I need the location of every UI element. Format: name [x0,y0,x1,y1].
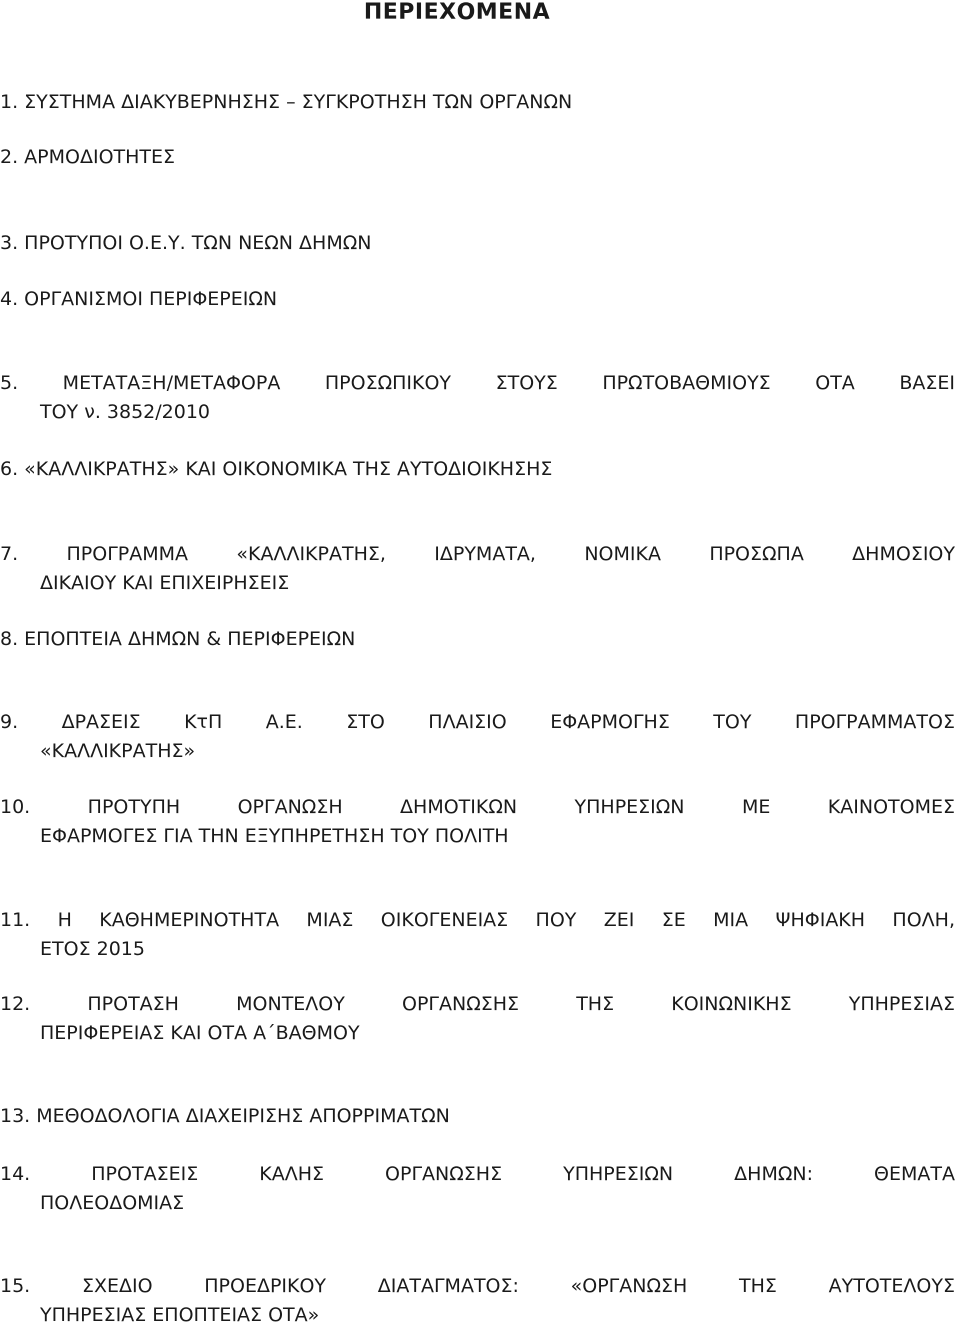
toc-item-line: 9. ΔΡΑΣΕΙΣ ΚτΠ Α.Ε. ΣΤΟ ΠΛΑΙΣΙΟ ΕΦΑΡΜΟΓΗΣ ΤΟΥ ΠΡΟΓΡΑΜΜΑΤΟΣ [0,711,955,733]
toc-item-line-continued: ΠΕΡΙΦΕΡΕΙΑΣ ΚΑΙ ΟΤΑ Α΄ΒΑΘΜΟΥ [40,1022,360,1044]
toc-item-15 [0,1272,955,1330]
toc-title: ΠΕΡΙΕΧΟΜΕΝΑ [363,0,551,25]
toc-item-4 [0,285,955,314]
toc-item-11 [0,906,955,964]
toc-item-line: 11. Η ΚΑΘΗΜΕΡΙΝΟΤΗΤΑ ΜΙΑΣ ΟΙΚΟΓΕΝΕΙΑΣ ΠΟΥ ΖΕΙ ΣΕ ΜΙΑ ΨΗΦΙΑΚΗ ΠΟΛΗ, [0,909,955,931]
toc-item-10 [0,793,955,851]
toc-item-line: 3. ΠΡΟΤΥΠΟΙ Ο.Ε.Υ. ΤΩΝ ΝΕΩΝ ΔΗΜΩΝ [0,232,372,254]
toc-item-1 [0,88,955,117]
toc-item-line: 1. ΣΥΣΤΗΜΑ ΔΙΑΚΥΒΕΡΝΗΣΗΣ – ΣΥΓΚΡΟΤΗΣΗ ΤΩΝ ΟΡΓΑΝΩΝ [0,91,573,113]
toc-item-line: 14. ΠΡΟΤΑΣΕΙΣ ΚΑΛΗΣ ΟΡΓΑΝΩΣΗΣ ΥΠΗΡΕΣΙΩΝ ΔΗΜΩΝ: ΘΕΜΑΤΑ [0,1163,955,1185]
toc-item-line: 2. ΑΡΜΟΔΙΟΤΗΤΕΣ [0,146,176,168]
toc-item-6 [0,455,955,484]
toc-item-line-continued: ΤΟΥ ν. 3852/2010 [40,401,211,423]
toc-item-line: 7. ΠΡΟΓΡΑΜΜΑ «ΚΑΛΛΙΚΡΑΤΗΣ, ΙΔΡΥΜΑΤΑ, ΝΟΜΙΚΑ ΠΡΟΣΩΠΑ ΔΗΜΟΣΙΟΥ [0,543,955,565]
toc-item-line: 10. ΠΡΟΤΥΠΗ ΟΡΓΑΝΩΣΗ ΔΗΜΟΤΙΚΩΝ ΥΠΗΡΕΣΙΩΝ ΜΕ ΚΑΙΝΟΤΟΜΕΣ [0,796,955,818]
toc-item-8 [0,625,955,654]
toc-item-13 [0,1102,955,1131]
toc-item-3 [0,229,955,258]
toc-item-line: 4. ΟΡΓΑΝΙΣΜΟΙ ΠΕΡΙΦΕΡΕΙΩΝ [0,288,278,310]
toc-item-14 [0,1160,955,1218]
toc-item-line-continued: «ΚΑΛΛΙΚΡΑΤΗΣ» [40,740,196,762]
toc-item-line: 5. ΜΕΤΑΤΑΞΗ/ΜΕΤΑΦΟΡΑ ΠΡΟΣΩΠΙΚΟΥ ΣΤΟΥΣ ΠΡΩΤΟΒΑΘΜΙΟΥΣ ΟΤΑ ΒΑΣΕΙ [0,372,955,394]
toc-item-12 [0,990,955,1048]
toc-item-2 [0,143,955,172]
toc-item-line-continued: ΕΦΑΡΜΟΓΕΣ ΓΙΑ ΤΗΝ ΕΞΥΠΗΡΕΤΗΣΗ ΤΟΥ ΠΟΛΙΤΗ [40,825,509,847]
toc-item-line: 15. ΣΧΕΔΙΟ ΠΡΟΕΔΡΙΚΟΥ ΔΙΑΤΑΓΜΑΤΟΣ: «ΟΡΓΑΝΩΣΗ ΤΗΣ ΑΥΤΟΤΕΛΟΥΣ [0,1275,955,1297]
toc-item-5 [0,369,955,427]
toc-item-line-continued: ΕΤΟΣ 2015 [40,938,145,960]
toc-item-line: 8. ΕΠΟΠΤΕΙΑ ΔΗΜΩΝ & ΠΕΡΙΦΕΡΕΙΩΝ [0,628,356,650]
toc-item-line-continued: ΔΙΚΑΙΟΥ ΚΑΙ ΕΠΙΧΕΙΡΗΣΕΙΣ [40,572,290,594]
toc-item-9 [0,708,955,766]
toc-item-7 [0,540,955,598]
toc-item-line-continued: ΥΠΗΡΕΣΙΑΣ ΕΠΟΠΤΕΙΑΣ ΟΤΑ» [40,1304,320,1326]
toc-item-line-continued: ΠΟΛΕΟΔΟΜΙΑΣ [40,1192,185,1214]
toc-item-line: 12. ΠΡΟΤΑΣΗ ΜΟΝΤΕΛΟΥ ΟΡΓΑΝΩΣΗΣ ΤΗΣ ΚΟΙΝΩΝΙΚΗΣ ΥΠΗΡΕΣΙΑΣ [0,993,955,1015]
toc-item-line: 6. «ΚΑΛΛΙΚΡΑΤΗΣ» ΚΑΙ ΟΙΚΟΝΟΜΙΚΑ ΤΗΣ ΑΥΤΟΔΙΟΙΚΗΣΗΣ [0,458,553,480]
toc-item-line: 13. ΜΕΘΟΔΟΛΟΓΙΑ ΔΙΑΧΕΙΡΙΣΗΣ ΑΠΟΡΡΙΜΑΤΩΝ [0,1105,450,1127]
